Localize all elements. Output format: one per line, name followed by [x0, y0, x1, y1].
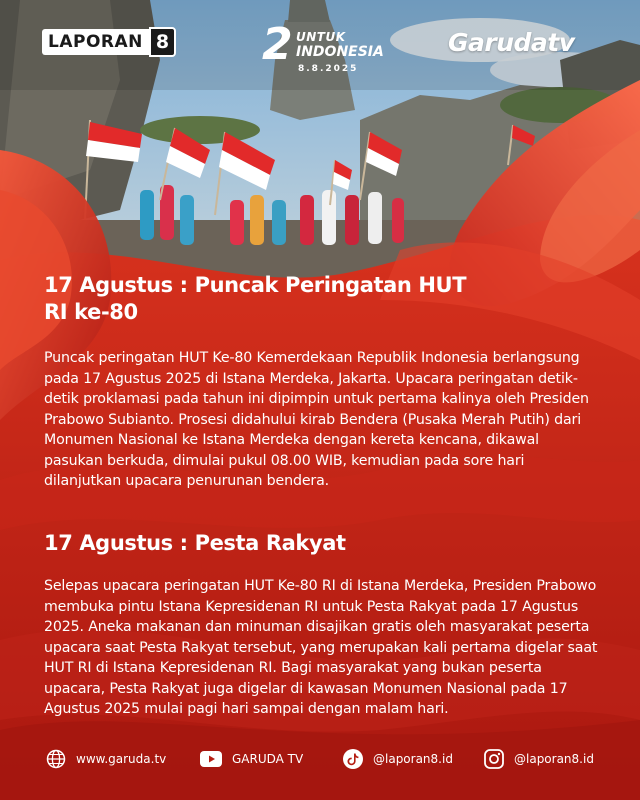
footer-website[interactable] [46, 744, 166, 774]
2-untuk-indonesia-logo [258, 19, 384, 84]
section2-title: 17 Agustus : Pesta Rakyat [44, 531, 346, 555]
instagram-icon [484, 749, 504, 769]
garudatv-logo: Garudatv [448, 28, 575, 57]
footer-social-bar [0, 744, 640, 774]
section2-body: Selepas upacara peringatan HUT Ke-80 RI di Istana Merdeka, Presiden Prabowo membuka pintu Istana Kepresidenan RI untuk Pesta Rakyat pada 17 Agustus 2025. Aneka makanan dan minuman disajikan gratis oleh masyarakat peserta upacara saat Pesta Rakyat tersebut, yang merupakan kali pertama digelar saat HUT RI di Istana Kepresidenan RI. Bagi masyarakat yang bukan peserta upacara, Pesta Rakyat juga digelar di kawasan Monumen Nasional pada 17 Agustus 2025 mulai pagi hari sampai dengan malam hari. [44, 578, 598, 717]
footer-website-label: www.garuda.tv [76, 752, 167, 766]
event-date: 8.8.2025 [298, 64, 359, 74]
footer-tiktok-label: @laporan8.id [373, 752, 453, 766]
footer-instagram[interactable] [484, 744, 594, 774]
footer-instagram-label: @laporan8.id [514, 752, 594, 766]
event-untuk: UNTUK [296, 30, 346, 44]
tiktok-icon [343, 749, 363, 769]
laporan8-logo [42, 29, 176, 55]
footer-youtube-label: GARUDA TV [232, 752, 304, 766]
event-number: 2 [262, 19, 293, 70]
section1-title: 17 Agustus : Puncak Peringatan HUT RI ke-80 [44, 273, 467, 324]
globe-icon [46, 749, 66, 769]
youtube-icon [200, 751, 222, 767]
footer-tiktok[interactable] [343, 744, 453, 774]
event-indonesia: INDONESIA [296, 44, 384, 60]
section1-body: Puncak peringatan HUT Ke-80 Kemerdekaan Republik Indonesia berlangsung pada 17 Agustus 2025 di Istana Merdeka, Jakarta. Upacara peringatan detik-detik proklamasi pada tahun ini dipimpin untuk pertama kalinya oleh Presiden Prabowo Subianto. Prosesi didahului kirab Bendera (Pusaka Merah Putih) dari Monumen Nasional ke Istana Merdeka dengan kereta kencana, dikawal pasukan berkuda, dimulai pukul 08.00 WIB, kemudian pada sore hari dilanjutkan upacara penurunan bendera. [44, 350, 589, 489]
laporan8-logo-number: 8 [149, 27, 176, 57]
laporan8-logo-word: LAPORAN [42, 29, 149, 55]
footer-youtube[interactable] [200, 744, 303, 774]
